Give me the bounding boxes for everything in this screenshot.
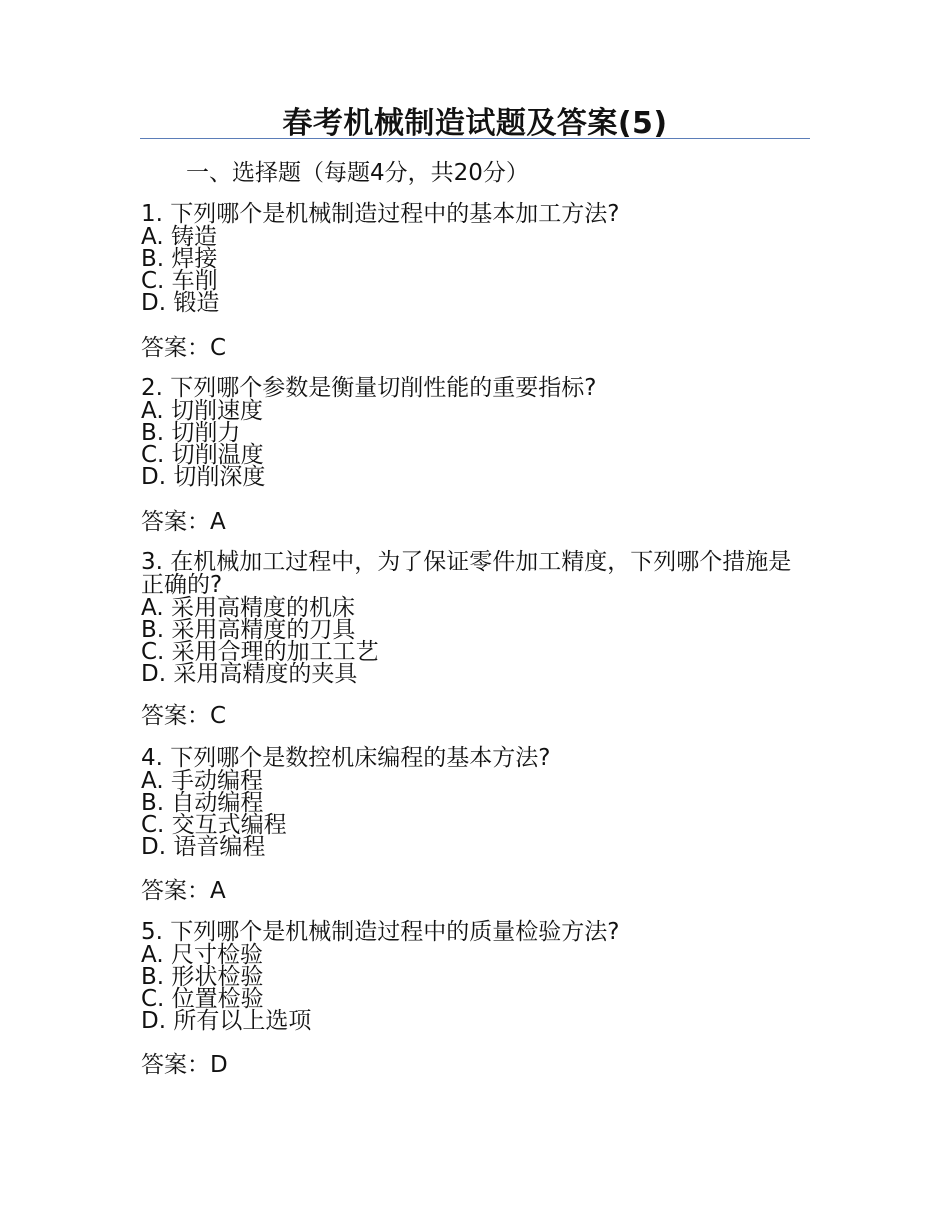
answer-4: 答案：A bbox=[141, 878, 226, 904]
section-heading: 一、选择题（每题4分，共20分） bbox=[186, 160, 529, 186]
option-c: C. 交互式编程 bbox=[141, 812, 287, 838]
option-a: A. 切削速度 bbox=[141, 398, 263, 424]
option-d: D. 锻造 bbox=[141, 290, 220, 316]
option-c: C. 位置检验 bbox=[141, 986, 264, 1012]
question-stem: 5. 下列哪个是机械制造过程中的质量检验方法? bbox=[141, 919, 620, 945]
question-4 bbox=[141, 747, 811, 858]
option-a: A. 铸造 bbox=[141, 224, 217, 250]
question-stem: 4. 下列哪个是数控机床编程的基本方法? bbox=[141, 745, 551, 771]
option-a: A. 手动编程 bbox=[141, 768, 263, 794]
question-3 bbox=[141, 551, 811, 685]
question-stem: 1. 下列哪个是机械制造过程中的基本加工方法? bbox=[141, 201, 620, 227]
option-d: D. 采用高精度的夹具 bbox=[141, 661, 358, 687]
question-stem: 3. 在机械加工过程中，为了保证零件加工精度，下列哪个措施是正确的? bbox=[141, 549, 792, 598]
option-b: B. 切削力 bbox=[141, 420, 241, 446]
option-b: B. 焊接 bbox=[141, 246, 218, 272]
option-d: D. 切削深度 bbox=[141, 464, 266, 490]
question-1 bbox=[141, 203, 811, 314]
option-b: B. 采用高精度的刀具 bbox=[141, 617, 356, 643]
option-d: D. 语音编程 bbox=[141, 834, 266, 860]
option-a: A. 采用高精度的机床 bbox=[141, 595, 355, 621]
question-stem: 2. 下列哪个参数是衡量切削性能的重要指标? bbox=[141, 375, 597, 401]
answer-1: 答案：C bbox=[141, 335, 227, 361]
option-d: D. 所有以上选项 bbox=[141, 1008, 312, 1034]
question-2 bbox=[141, 377, 811, 488]
document-title: 春考机械制造试题及答案(5) bbox=[282, 106, 668, 141]
answer-3: 答案：C bbox=[141, 703, 227, 729]
option-c: C. 采用合理的加工工艺 bbox=[141, 639, 379, 665]
title-underline bbox=[140, 138, 810, 139]
option-c: C. 车削 bbox=[141, 268, 218, 294]
answer-5: 答案：D bbox=[141, 1052, 228, 1078]
answer-2: 答案：A bbox=[141, 509, 226, 535]
question-5 bbox=[141, 921, 811, 1032]
option-b: B. 形状检验 bbox=[141, 964, 264, 990]
option-b: B. 自动编程 bbox=[141, 790, 264, 816]
option-a: A. 尺寸检验 bbox=[141, 942, 263, 968]
option-c: C. 切削温度 bbox=[141, 442, 264, 468]
